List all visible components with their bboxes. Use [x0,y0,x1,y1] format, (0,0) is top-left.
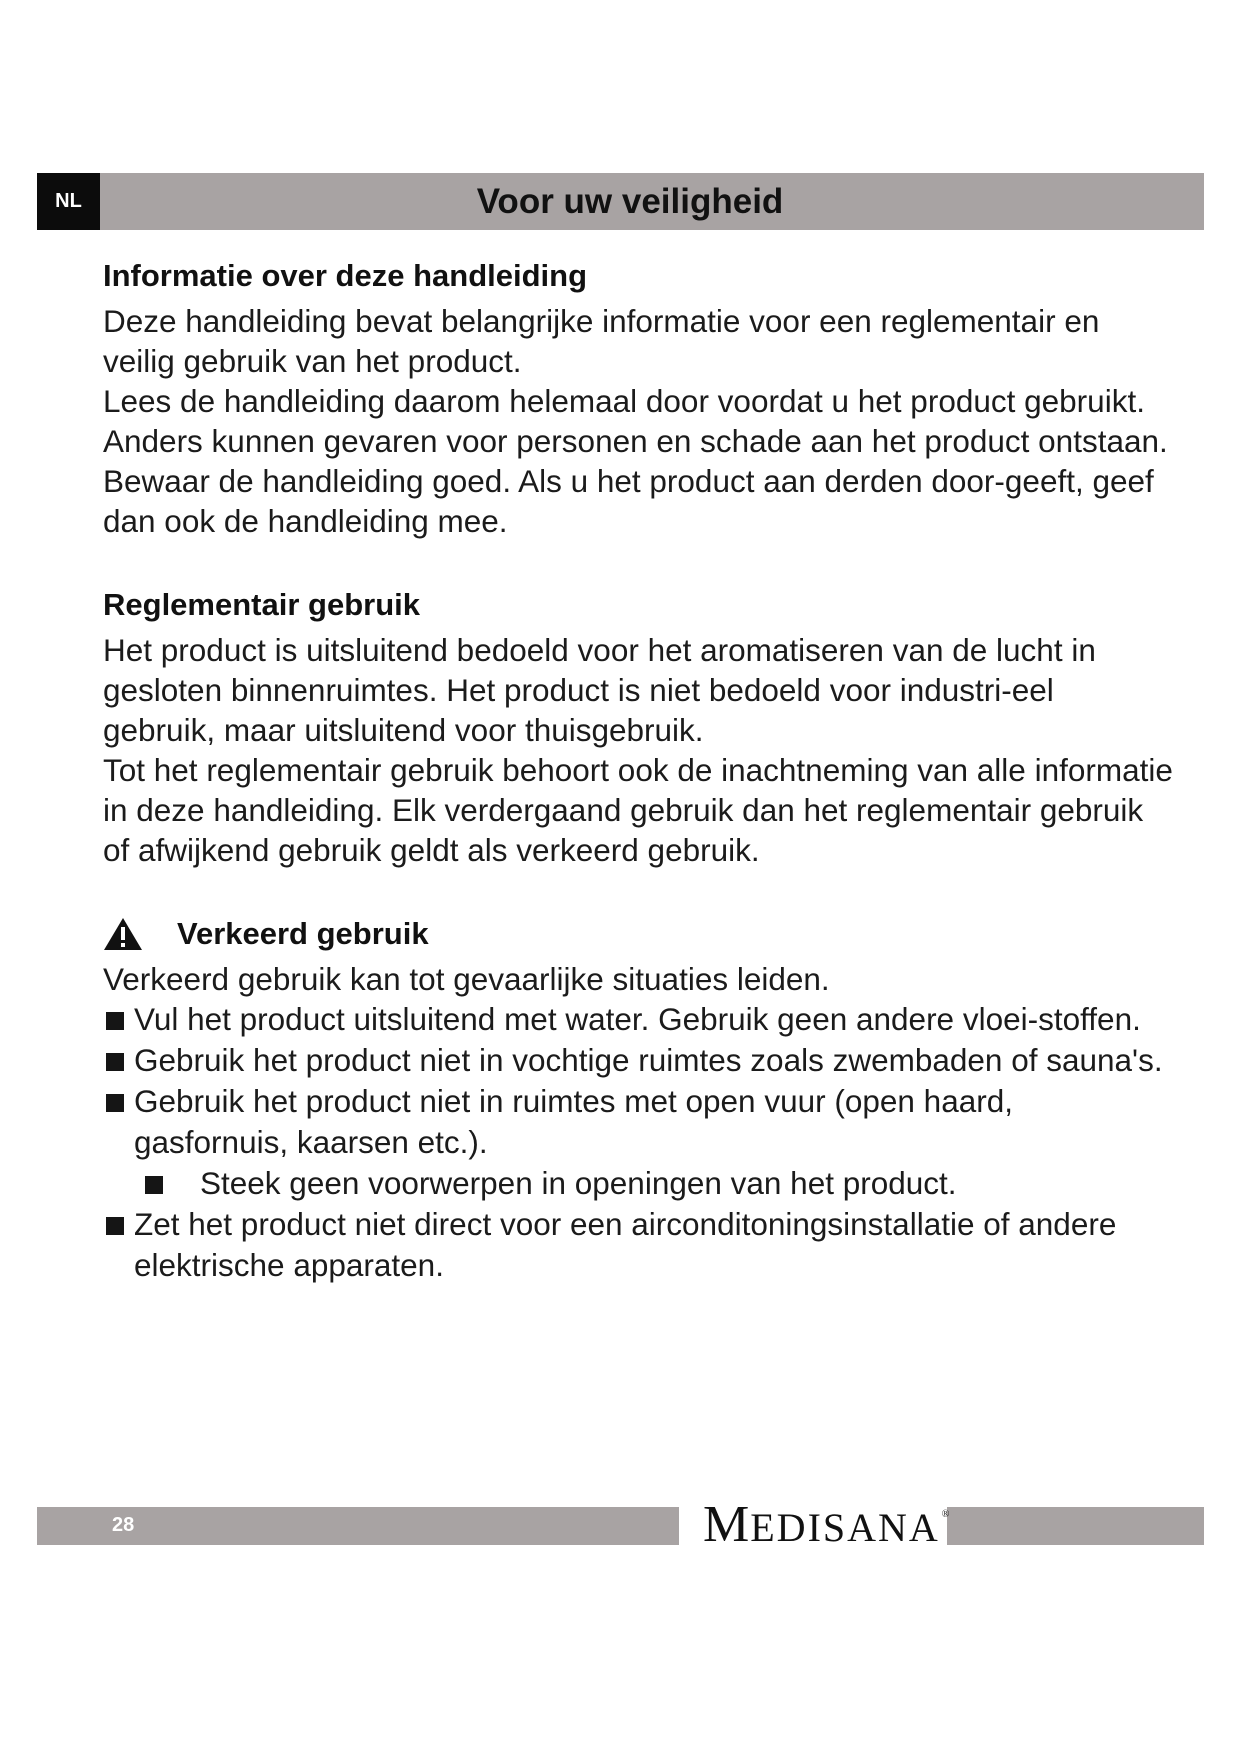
paragraph: Lees de handleiding daarom helemaal door voordat u het product gebruikt. Anders kunnen gevaren voor personen en schade aan het product ontstaan. [103,383,1168,459]
bullet-square-icon [106,1217,124,1235]
list-item-text: Vul het product uitsluitend met water. Gebruik geen andere vloei-stoffen. [134,1001,1141,1037]
list-item-text: Gebruik het product niet in ruimtes met open vuur (open haard, gasfornuis, kaarsen etc.). [134,1083,1013,1160]
bullet-square-icon [106,1012,124,1030]
section-heading: Reglementair gebruik [103,587,420,622]
paragraph: Bewaar de handleiding goed. Als u het product aan derden door-geeft, geef dan ook de handleiding mee. [103,463,1154,539]
section-heading [103,912,1173,956]
paragraph: Het product is uitsluitend bedoeld voor het aromatiseren van de lucht in gesloten binnenruimtes. Het product is niet bedoeld voor industri-eel gebruik, maar uitsluitend voor thuisgebruik. [103,632,1096,748]
warning-triangle-icon [103,917,143,951]
paragraph: Tot het reglementair gebruik behoort ook de inachtneming van alle informatie in deze handleiding. Elk verdergaand gebruik dan het reglementair gebruik of afwijkend gebruik geldt als verkeerd gebruik. [103,752,1173,868]
list-item [103,999,1173,1040]
warning-list [103,999,1173,1286]
list-item-text: Steek geen voorwerpen in openingen van het product. [200,1165,957,1201]
section-heading-text: Verkeerd gebruik [177,916,429,951]
brand-logo-initial: M [703,1496,751,1553]
page-title: Voor uw veiligheid [476,181,784,221]
section-misuse [103,912,1173,1286]
bullet-square-icon [145,1176,163,1194]
bullet-square-icon [106,1094,124,1112]
section-intended-use [103,583,1173,870]
paragraph: Deze handleiding bevat belangrijke informatie voor een reglementair en veilig gebruik van het product. [103,303,1100,379]
list-item-text: Zet het product niet direct voor een airconditoningsinstallatie of andere elektrische apparaten. [134,1206,1117,1283]
list-item [103,1040,1173,1081]
list-item-text: Gebruik het product niet in vochtige ruimtes zoals zwembaden of sauna's. [134,1042,1163,1078]
list-item [103,1081,1173,1163]
list-item [103,1163,1173,1204]
bullet-square-icon [106,1053,124,1071]
list-item [103,1204,1173,1286]
section-manual-info [103,254,1173,541]
paragraph: Verkeerd gebruik kan tot gevaarlijke situaties leiden. [103,961,830,997]
language-badge: NL [37,173,100,230]
page-content [103,254,1173,1286]
page-number: 28 [112,1514,135,1536]
section-heading: Informatie over deze handleiding [103,258,588,293]
brand-logo [703,1495,950,1555]
section-header-bar [100,173,1204,230]
brand-logo-rest: EDISANA [750,1505,940,1550]
footer-bar-right [947,1507,1204,1545]
registered-mark: ® [941,1509,951,1520]
